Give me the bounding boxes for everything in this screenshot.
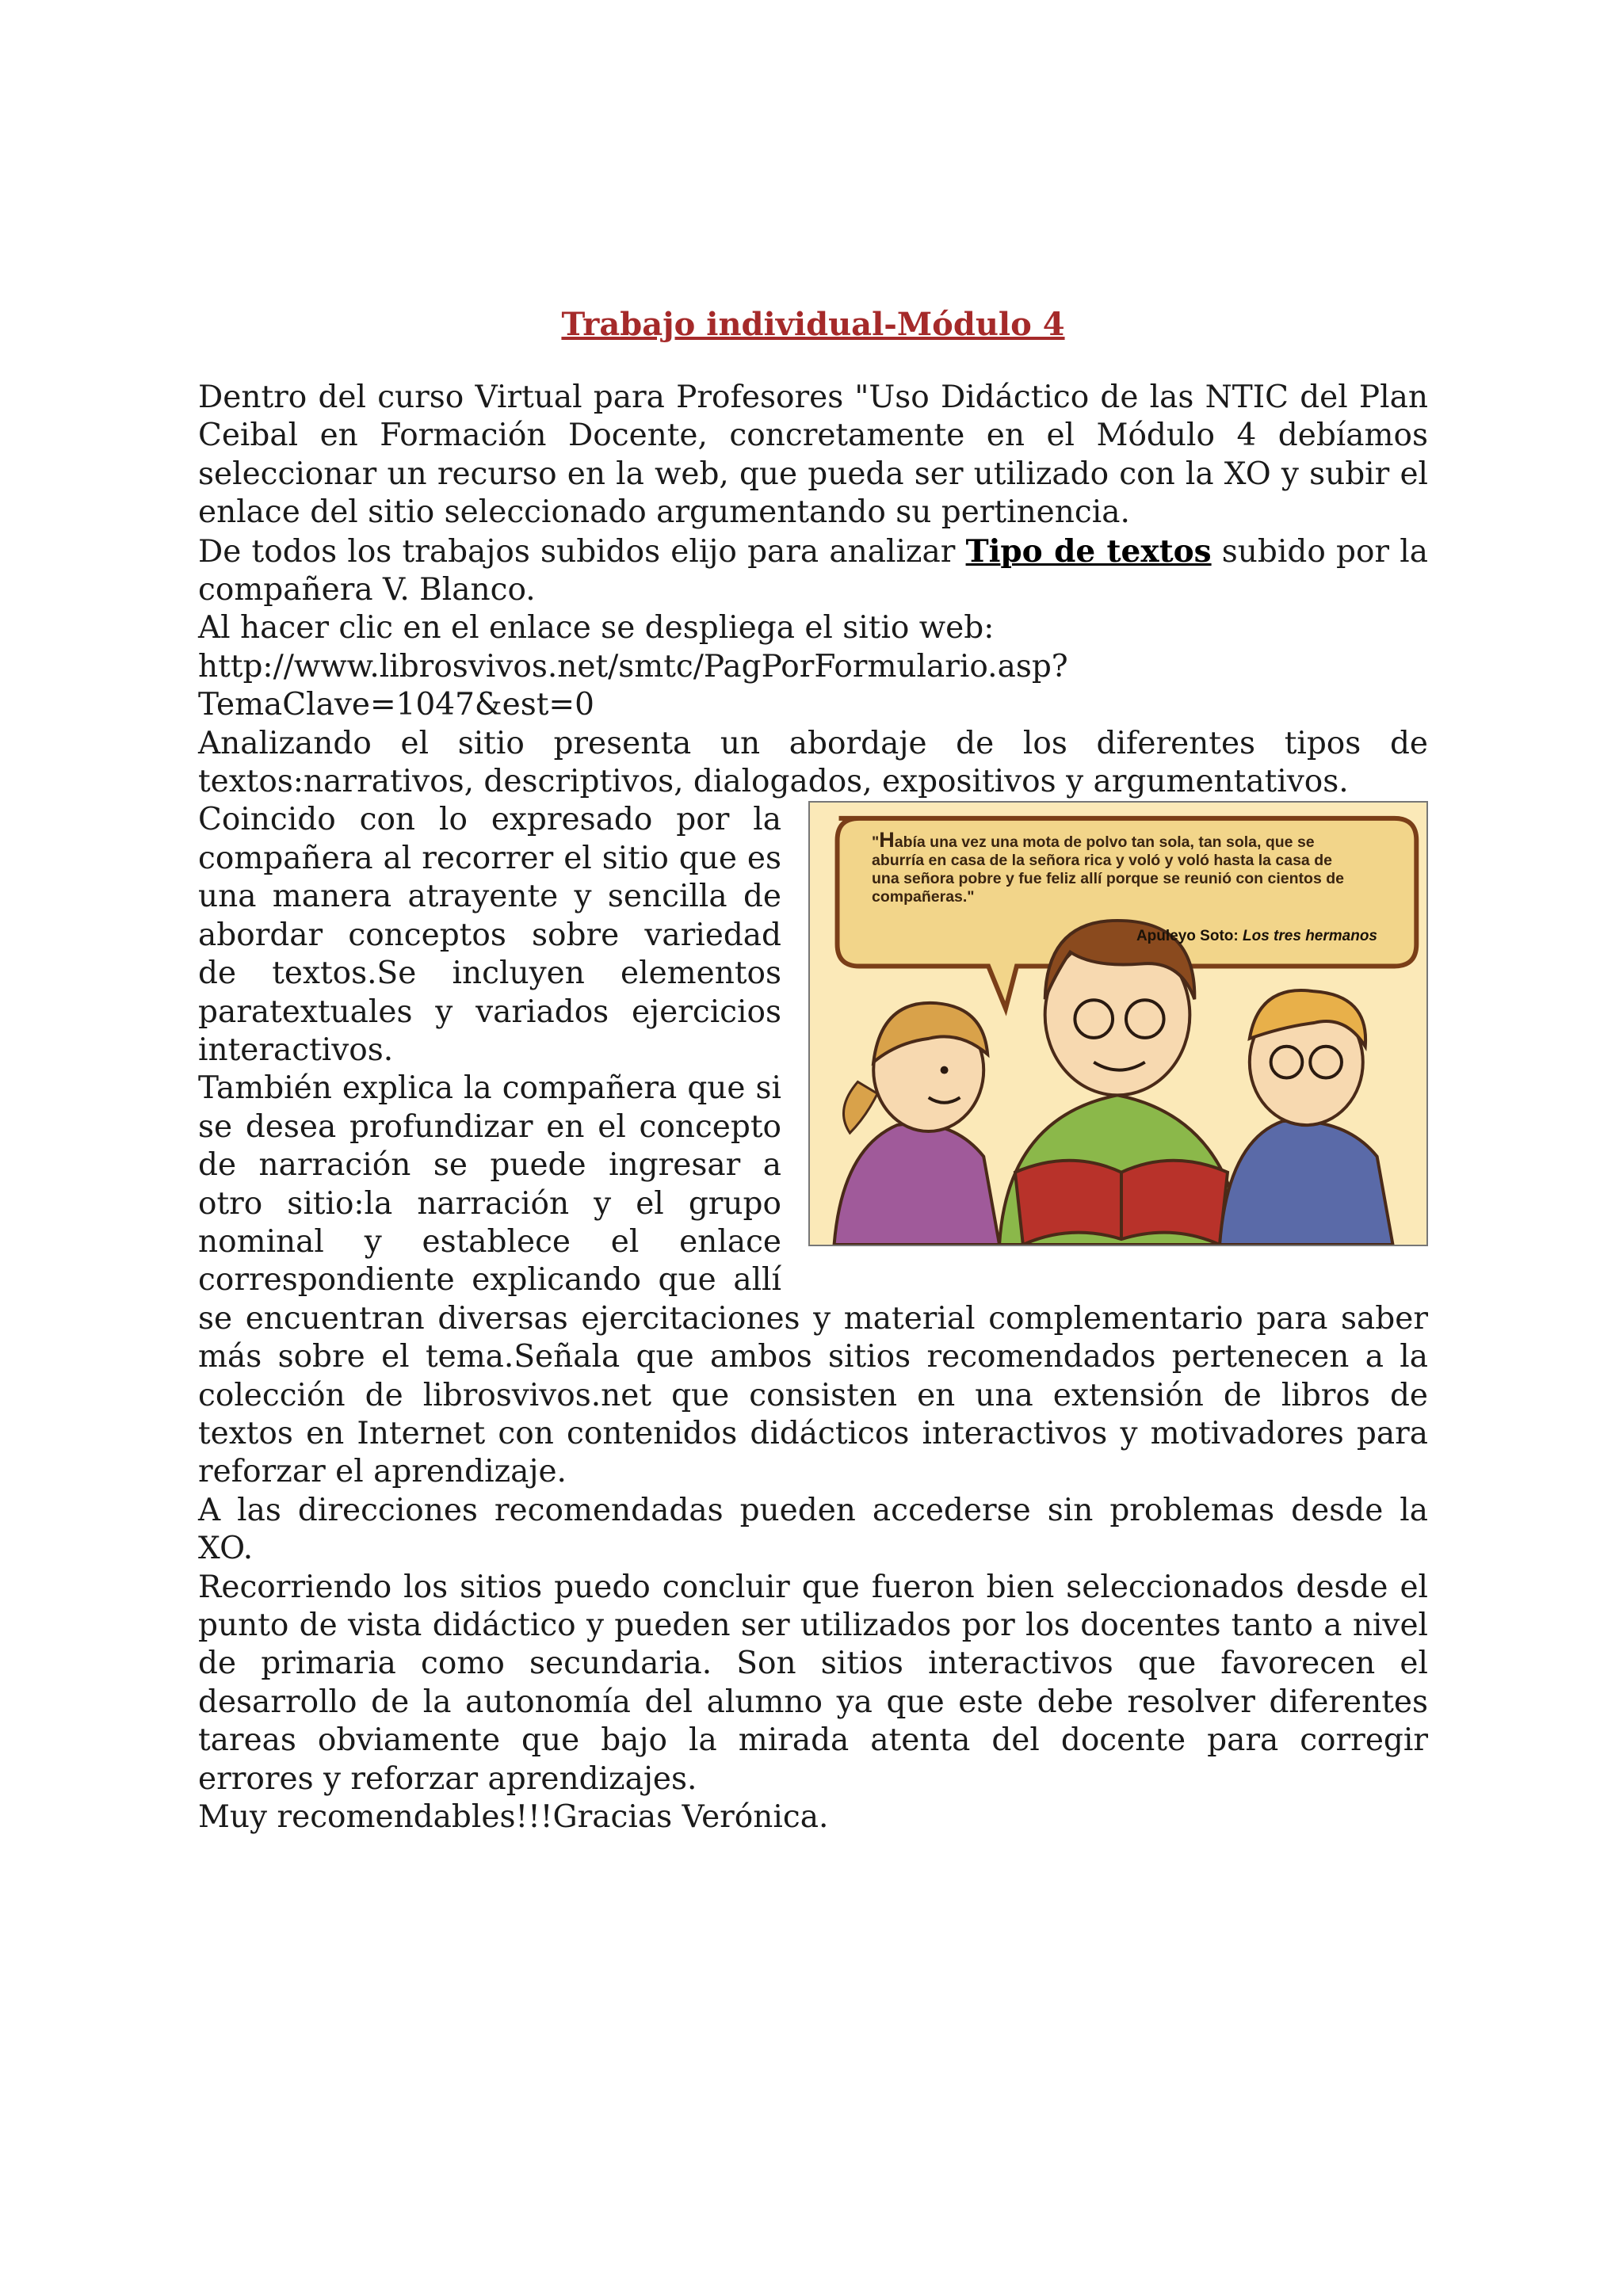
illustration-quote xyxy=(872,828,1363,906)
quote-open-mark: " xyxy=(872,833,880,852)
tipo-de-textos-link[interactable]: Tipo de textos xyxy=(965,532,1212,570)
illustration-reading-family xyxy=(808,801,1428,1246)
paragraph-choice xyxy=(198,532,1428,610)
paragraph-closing: Muy recomendables!!!Gracias Verónica. xyxy=(198,1799,829,1836)
quote-text: abía una vez una mota de polvo tan sola, tan sola, que se aburría en casa de la señora rica y voló y voló hasta la casa de una señora pobre y fue feliz allí porque se reunió con cientos de compañeras." xyxy=(872,833,1344,906)
paragraph-xo-access: A las direcciones recomendadas pueden accederse sin problemas desde la XO. xyxy=(198,1492,1428,1567)
quote-initial: H xyxy=(879,828,895,852)
paragraph-agreement: Coincido con lo expresado por la compañera al recorrer el sitio que es una manera atrayente y sencilla de abordar conceptos sobre variedad de textos.Se incluyen elementos paratextuales y variados ejercicios interactivos. xyxy=(198,802,781,1068)
illustration-credit xyxy=(1136,917,1377,955)
url-line-1: http://www.librosvivos.net/smtc/PagPorFormulario.asp? xyxy=(198,648,1068,685)
paragraph-analysis: Analizando el sitio presenta un abordaje de los diferentes tipos de textos:narrativos, descriptivos, dialogados, expositivos y argumentativos. xyxy=(198,725,1428,800)
paragraph-narration: También explica la compañera que si se desea profundizar en el concepto de narración se puede ingresar a otro sitio:la narración y el grupo nominal y establece el enlace correspondiente explicando que allí se encuentran diversas ejercitaciones y material complementario para saber más sobre el tema.Señala que ambos sitios recomendados pertenecen a la colección de librosvivos.net que consisten en una extensión de libros de textos en Internet con contenidos didácticos interactivos y motivadores para reforzar el aprendizaje. xyxy=(198,1070,1428,1490)
paragraph-choice-text-before: De todos los trabajos subidos elijo para analizar xyxy=(198,533,966,570)
credit-author: Apuleyo Soto: xyxy=(1136,928,1243,945)
paragraph-intro: Dentro del curso Virtual para Profesores "Uso Didáctico de las NTIC del Plan Ceibal en Formación Docente, concretamente en el Módulo 4 debíamos seleccionar un recurso en la web, que pueda ser utilizado con la XO y subir el enlace del sitio seleccionado argumentando su pertinencia. xyxy=(198,379,1428,531)
paragraph-click-link: Al hacer clic en el enlace se despliega el sitio web: xyxy=(198,610,995,646)
document-body xyxy=(198,379,1428,1836)
credit-work: Los tres hermanos xyxy=(1243,928,1377,945)
paragraph-conclusion: Recorriendo los sitios puedo concluir que fueron bien seleccionados desde el punto de vista didáctico y pueden ser utilizados por los docentes tanto a nivel de primaria como secundaria. Son sitios interactivos que favorecen el desarrollo de la autonomía del alumno ya que este debe resolver diferentes tareas obviamente que bajo la mirada atenta del docente para corregir errores y reforzar aprendizajes. xyxy=(198,1569,1428,1797)
url-line-2: TemaClave=1047&est=0 xyxy=(198,687,594,723)
document-title: Trabajo individual-Módulo 4 xyxy=(561,306,1065,343)
paragraph-choice-text-after: subido por la compañera V. Blanco. xyxy=(198,533,1428,608)
